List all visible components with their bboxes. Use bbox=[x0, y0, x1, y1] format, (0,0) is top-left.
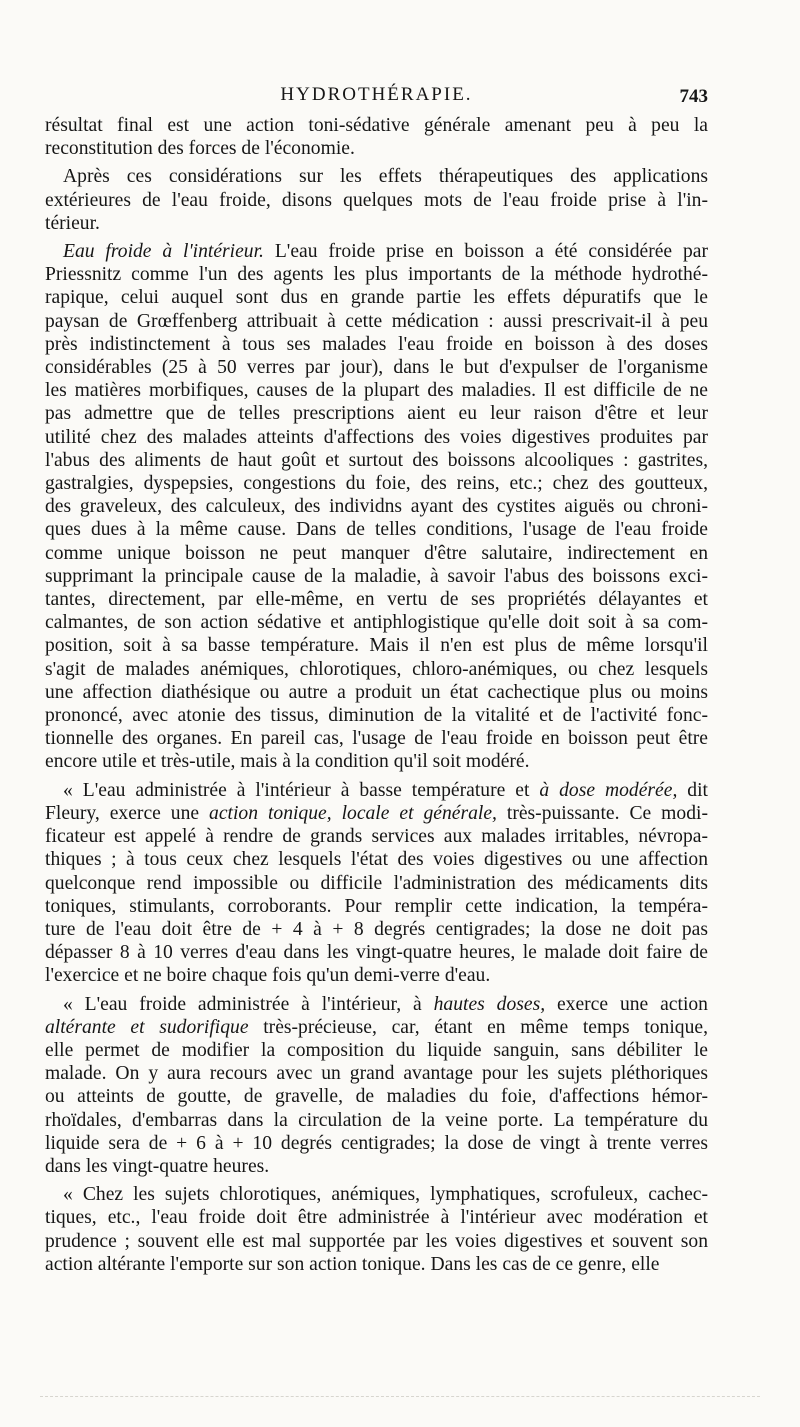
text-line bbox=[45, 802, 708, 825]
text-line bbox=[45, 189, 708, 212]
text-run: paysan de Grœffenberg attribuait à cette médication : aussi prescrivait-il à peu bbox=[45, 310, 708, 332]
text-line bbox=[45, 750, 708, 773]
paragraph bbox=[45, 993, 708, 1179]
text-run: dépasser 8 à 10 verres d'eau dans les vingt-quatre heures, le malade doit faire de bbox=[45, 942, 708, 964]
body-text bbox=[45, 114, 708, 1276]
text-line bbox=[45, 1206, 708, 1229]
text-line bbox=[45, 825, 708, 848]
text-line bbox=[45, 449, 708, 472]
text-line bbox=[45, 165, 708, 188]
text-line bbox=[45, 727, 708, 750]
text-line bbox=[45, 872, 708, 895]
text-run: action altérante l'emporte sur son action tonique. Dans les cas de ce genre, elle bbox=[45, 1253, 660, 1275]
text-run: tantes, directement, par elle-même, en vertu de ses propriétés délayantes et bbox=[45, 589, 708, 611]
text-run: extérieures de l'eau froide, disons quelques mots de l'eau froide prise à l'in- bbox=[45, 189, 708, 211]
text-run: reconstitution des forces de l'économie. bbox=[45, 138, 355, 160]
text-run: position, soit à sa basse température. Mais il n'en est plus de même lorsqu'il bbox=[45, 635, 708, 657]
text-run: supprimant la principale cause de la maladie, à savoir l'abus des boissons exci- bbox=[45, 565, 708, 587]
text-run: dans les vingt-quatre heures. bbox=[45, 1155, 270, 1177]
text-run: s'agit de malades anémiques, chlorotiques, chloro-anémiques, ou chez lesquels bbox=[45, 658, 708, 680]
text-run: les matières morbifiques, causes de la plupart des maladies. Il est difficile de ne bbox=[45, 380, 708, 402]
text-run: tiques, etc., l'eau froide doit être administrée à l'intérieur avec modération et bbox=[45, 1207, 708, 1229]
text-line bbox=[45, 681, 708, 704]
paragraph bbox=[45, 114, 708, 160]
text-line bbox=[45, 848, 708, 871]
text-run: pas admettre que de telles prescriptions aient eu leur raison d'être et leur bbox=[45, 403, 708, 425]
paragraph bbox=[45, 779, 708, 988]
text-run: gastralgies, dyspepsies, congestions du foie, des reins, etc.; chez des goutteux, bbox=[45, 473, 708, 495]
text-line bbox=[45, 495, 708, 518]
text-line bbox=[45, 1155, 708, 1178]
text-run: comme unique boisson ne peut manquer d'être salutaire, indirectement en bbox=[45, 542, 708, 564]
text-line bbox=[45, 379, 708, 402]
text-line bbox=[45, 137, 708, 160]
text-line bbox=[45, 472, 708, 495]
text-line bbox=[45, 941, 708, 964]
text-run: ques dues à la même cause. Dans de telles conditions, l'usage de l'eau froide bbox=[45, 519, 708, 541]
text-run: rhoïdales, d'embarras dans la circulation de la veine porte. La température du bbox=[45, 1109, 708, 1131]
text-run: dit bbox=[677, 779, 708, 801]
text-line bbox=[45, 542, 708, 565]
text-run: ficateur est appelé à rendre de grands services aux malades irritables, névropa- bbox=[45, 826, 708, 848]
text-run: exerce une action bbox=[545, 993, 708, 1015]
text-line bbox=[45, 356, 708, 379]
scan-noise-line bbox=[40, 1396, 760, 1399]
text-run: très-puissante. Ce modi- bbox=[496, 802, 708, 824]
page-number: 743 bbox=[679, 86, 708, 107]
text-line bbox=[45, 518, 708, 541]
text-line bbox=[45, 240, 708, 263]
text-run: une affection diathésique ou autre a produit un état cachectique plus ou moins bbox=[45, 681, 708, 703]
text-run: quelconque rend impossible ou difficile l'administration des médicaments dits bbox=[45, 872, 708, 894]
text-line bbox=[45, 1039, 708, 1062]
text-line bbox=[45, 658, 708, 681]
paragraph bbox=[45, 165, 708, 235]
text-line bbox=[45, 704, 708, 727]
text-line bbox=[45, 1230, 708, 1253]
text-run: calmantes, de son action sédative et antiphlogistique qu'elle doit soit à sa com- bbox=[45, 612, 708, 634]
text-run: prudence ; souvent elle est mal supportée par les voies digestives et souvent son bbox=[45, 1230, 708, 1252]
text-run: ou atteints de goutte, de gravelle, de maladies du foie, d'affections hémor- bbox=[45, 1086, 708, 1108]
text-run: « L'eau froide administrée à l'intérieur, à bbox=[63, 993, 434, 1015]
text-line bbox=[45, 310, 708, 333]
text-line bbox=[45, 1253, 708, 1276]
text-run: très-précieuse, car, étant en même temps tonique, bbox=[248, 1016, 708, 1038]
paragraph bbox=[45, 240, 708, 774]
text-run: l'abus des aliments de haut goût et surtout des boissons alcooliques : gastrites, bbox=[45, 449, 708, 471]
text-line bbox=[45, 993, 708, 1016]
text-line bbox=[45, 634, 708, 657]
text-line bbox=[45, 426, 708, 449]
text-line bbox=[45, 286, 708, 309]
text-line bbox=[45, 402, 708, 425]
text-line bbox=[45, 1016, 708, 1039]
text-line bbox=[45, 1109, 708, 1132]
italic-text: Eau froide à l'intérieur. bbox=[63, 241, 264, 263]
text-run: prononcé, avec atonie des tissus, diminution de la vitalité et de l'activité fonc- bbox=[45, 705, 708, 727]
text-line bbox=[45, 212, 708, 235]
text-run: ture de l'eau doit être de + 4 à + 8 degrés centigrades; la dose ne doit pas bbox=[45, 918, 708, 940]
italic-text: à dose modérée, bbox=[539, 779, 678, 801]
text-line bbox=[45, 565, 708, 588]
text-run: elle permet de modifier la composition du liquide sanguin, sans débiliter le bbox=[45, 1039, 708, 1061]
text-run: utilité chez des malades atteints d'affections des voies digestives produites par bbox=[45, 426, 708, 448]
text-run: des graveleux, des calculeux, des individns ayant des cystites aiguës ou chroni- bbox=[45, 496, 708, 518]
text-run: thiques ; à tous ceux chez lesquels l'état des voies digestives ou une affection bbox=[45, 849, 708, 871]
text-line bbox=[45, 263, 708, 286]
text-run: encore utile et très-utile, mais à la condition qu'il soit modéré. bbox=[45, 751, 530, 773]
text-line bbox=[45, 964, 708, 987]
text-line bbox=[45, 895, 708, 918]
text-run: térieur. bbox=[45, 212, 100, 234]
text-run: liquide sera de + 6 à + 10 degrés centigrades; la dose de vingt à trente verres bbox=[45, 1132, 708, 1154]
text-run: Priessnitz comme l'un des agents les plus importants de la méthode hydrothé- bbox=[45, 264, 708, 286]
italic-text: action tonique, locale et générale, bbox=[209, 802, 497, 824]
running-title: HYDROTHÉRAPIE. bbox=[280, 84, 473, 105]
text-line bbox=[45, 1062, 708, 1085]
text-run: malade. On y aura recours avec un grand avantage pour les sujets pléthoriques bbox=[45, 1063, 708, 1085]
text-run: l'exercice et ne boire chaque fois qu'un demi-verre d'eau. bbox=[45, 965, 491, 987]
text-run: L'eau froide prise en boisson a été considérée par bbox=[263, 241, 708, 263]
text-line bbox=[45, 1183, 708, 1206]
text-line bbox=[45, 1132, 708, 1155]
text-run: « L'eau administrée à l'intérieur à basse température et bbox=[63, 779, 540, 801]
text-line bbox=[45, 918, 708, 941]
text-line bbox=[45, 779, 708, 802]
text-run: toniques, stimulants, corroborants. Pour remplir cette indication, la tempéra- bbox=[45, 895, 708, 917]
text-run: tionnelle des organes. En pareil cas, l'usage de l'eau froide en boisson peut être bbox=[45, 728, 708, 750]
italic-text: hautes doses, bbox=[433, 993, 546, 1015]
page-header bbox=[45, 84, 708, 110]
text-line bbox=[45, 588, 708, 611]
paragraph bbox=[45, 1183, 708, 1276]
text-run: « Chez les sujets chlorotiques, anémiques, lymphatiques, scrofuleux, cachec- bbox=[63, 1184, 708, 1206]
text-run: considérables (25 à 50 verres par jour), dans le but d'expulser de l'organisme bbox=[45, 357, 708, 379]
text-run: Fleury, exerce une bbox=[45, 802, 210, 824]
text-run: Après ces considérations sur les effets thérapeutiques des applications bbox=[63, 166, 708, 188]
text-line bbox=[45, 1085, 708, 1108]
text-run: résultat final est une action toni-sédative générale amenant peu à peu la bbox=[45, 115, 708, 136]
text-line bbox=[45, 114, 708, 137]
text-run: rapique, celui auquel sont dus en grande partie les effets dépuratifs que le bbox=[45, 287, 708, 309]
italic-text: altérante et sudorifique bbox=[45, 1016, 249, 1038]
text-line bbox=[45, 611, 708, 634]
text-run: près indistinctement à tous ses malades l'eau froide en boisson à des doses bbox=[45, 333, 708, 355]
text-line bbox=[45, 333, 708, 356]
